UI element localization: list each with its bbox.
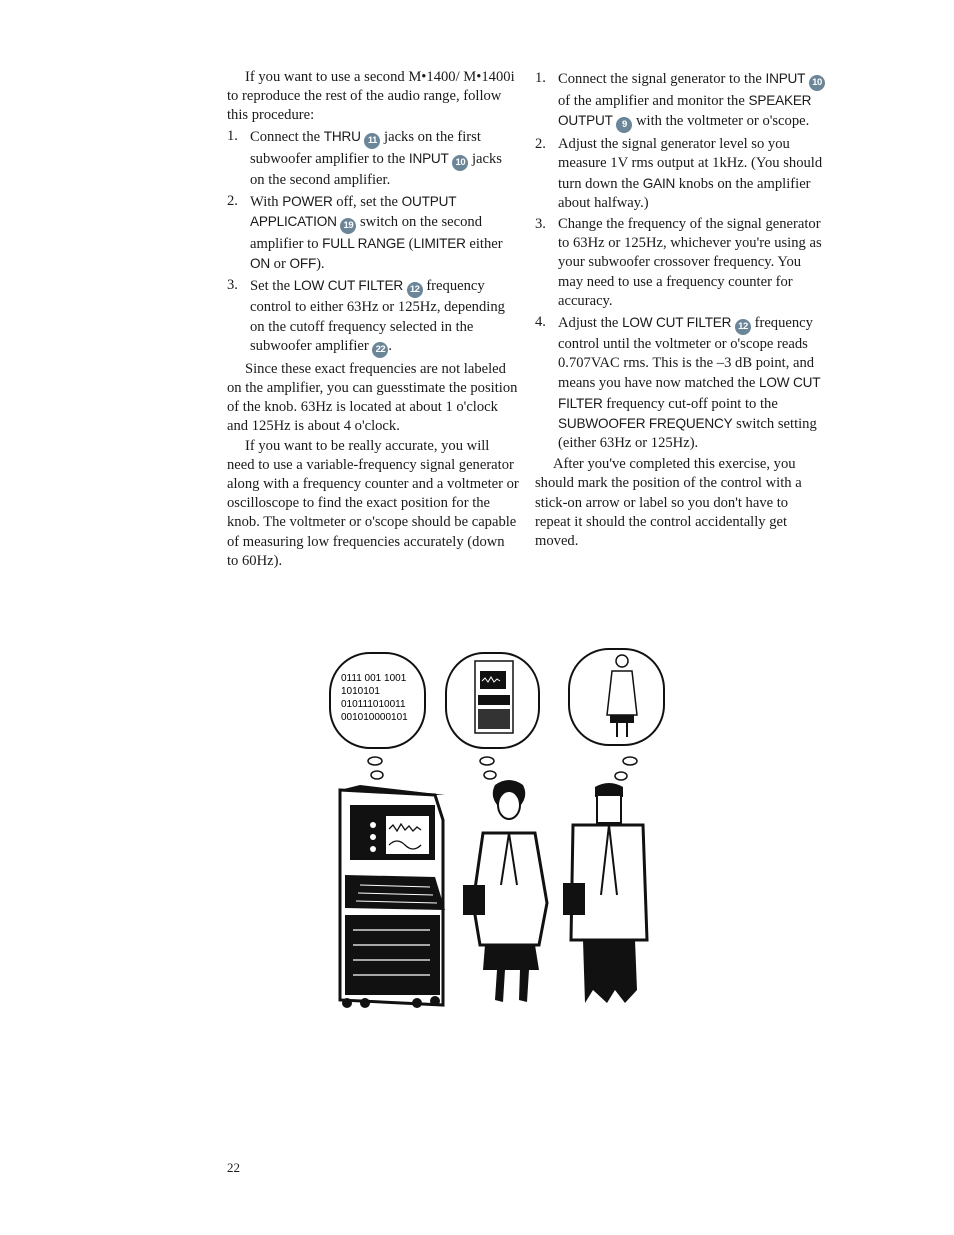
step-number: 1. xyxy=(227,127,238,144)
list-item xyxy=(227,127,519,190)
step-text: Adjust the xyxy=(558,315,623,332)
control-label: SPEAKER OUTPUT xyxy=(558,93,812,129)
control-label: OFF xyxy=(289,256,317,272)
step-text: of the amplifier and monitor the xyxy=(558,93,749,109)
callout-badge: 10 xyxy=(452,155,468,171)
control-label: ON xyxy=(250,256,270,272)
scientists-and-computer-illustration xyxy=(325,645,670,1015)
step-number: 3. xyxy=(227,277,238,294)
callout-badge: 11 xyxy=(364,133,380,149)
callout-badge: 10 xyxy=(809,75,825,91)
binary-line: 010111010011 xyxy=(341,699,406,710)
callout-badge: 12 xyxy=(407,282,423,298)
list-item xyxy=(535,135,827,213)
control-label: GAIN xyxy=(642,175,676,191)
step-text: frequency cut-off point to the xyxy=(602,395,778,412)
step-text: Change the frequency of the signal generator to 63Hz or 125Hz, whichever you're using as your subwoofer crossover frequency. You may need to use a frequency counter for accuracy. xyxy=(558,216,822,309)
step-text: ( xyxy=(405,236,414,253)
body-paragraph: Since these exact frequencies are not labeled on the amplifier, you can guesstimate the position of the knob. 63Hz is located at about 1 o'clock and 125Hz is about 4 o'clock. xyxy=(227,360,518,435)
step-number: 1. xyxy=(535,70,546,86)
right-column xyxy=(535,68,827,551)
step-text: or xyxy=(270,256,290,273)
control-label: THRU xyxy=(323,128,361,144)
binary-line: 001010000101 xyxy=(341,712,408,723)
step-number: 2. xyxy=(535,136,546,153)
control-label: INPUT xyxy=(408,150,449,166)
step-text: jacks on the second amplifier. xyxy=(250,150,502,188)
callout-badge: 12 xyxy=(735,319,751,335)
step-text: Connect the xyxy=(250,128,324,145)
body-paragraph: If you want to be really accurate, you will need to use a variable-frequency signal generator along with a frequency counter and a voltmeter or oscilloscope to find the exact position for the knob. The voltmeter or o'scope should be capable of measuring low frequencies accurately (down to 60Hz). xyxy=(227,437,519,569)
step-text: Adjust the signal generator level so you measure 1V rms output at 1kHz. (You should turn down the xyxy=(558,136,823,192)
step-text: . xyxy=(388,337,393,354)
closing-paragraph: After you've completed this exercise, you should mark the position of the control with a stick-on arrow or label so you don't have to repeat it should the control accidentally get moved. xyxy=(535,456,802,550)
man-scientist-figure xyxy=(563,783,647,1003)
step-number: 4. xyxy=(535,314,546,331)
step-text: off, set the xyxy=(332,193,402,210)
step-text: Set the xyxy=(250,278,294,295)
binary-thought-bubble xyxy=(330,653,425,779)
woman-scientist-figure xyxy=(463,780,547,1002)
step-number: 3. xyxy=(535,216,546,233)
control-label: FULL RANGE xyxy=(322,236,405,252)
step-text: frequency control to either 63Hz or 125Hz, depending on the cutoff frequency selected in the subwoofer amplifier xyxy=(250,278,505,354)
step-text: knobs on the amplifier about halfway.) xyxy=(558,175,811,211)
intro-paragraph: If you want to use a second M•1400/ M•1400i to reproduce the rest of the audio range, follow this procedure: xyxy=(227,69,515,124)
control-label: SUBWOOFER FREQUENCY xyxy=(558,415,733,431)
control-label: INPUT xyxy=(765,71,806,86)
step-text: With xyxy=(250,193,283,210)
binary-line: 0111 001 1001 xyxy=(341,673,407,684)
step-text: with the voltmeter or o'scope. xyxy=(632,113,810,130)
list-item xyxy=(535,215,827,311)
list-item xyxy=(535,313,827,453)
page-number: 22 xyxy=(227,1160,240,1175)
step-text: Connect the signal generator to the xyxy=(558,71,766,87)
callout-badge: 22 xyxy=(372,342,388,358)
callout-badge: 19 xyxy=(340,218,356,234)
control-label: LOW CUT FILTER xyxy=(293,278,404,294)
computer-figure xyxy=(340,785,445,1008)
binary-line: 1010101 xyxy=(341,686,380,697)
left-column xyxy=(227,68,519,571)
step-text: either xyxy=(465,236,503,253)
step-text: switch on the second amplifier to xyxy=(250,214,482,253)
computer-thought-bubble xyxy=(446,653,539,779)
list-item xyxy=(227,276,519,357)
list-item xyxy=(227,192,519,275)
scientist-thought-bubble xyxy=(569,649,664,780)
callout-badge: 9 xyxy=(616,117,632,133)
step-number: 2. xyxy=(227,192,238,209)
step-text: switch setting (either 63Hz or 125Hz). xyxy=(558,415,817,452)
step-text: frequency control until the voltmeter or o'scope reads 0.707VAC rms. This is the –3 dB point, and means you have now matched the xyxy=(558,315,815,392)
control-label: OUTPUT APPLICATION xyxy=(250,193,457,230)
step-text: jacks on the first subwoofer amplifier to the xyxy=(250,128,481,167)
step-text: ). xyxy=(316,256,325,273)
list-item xyxy=(535,69,827,133)
control-label: LIMITER xyxy=(413,236,466,252)
control-label: LOW CUT FILTER xyxy=(558,375,821,411)
control-label: LOW CUT FILTER xyxy=(622,315,732,331)
control-label: POWER xyxy=(282,193,333,209)
